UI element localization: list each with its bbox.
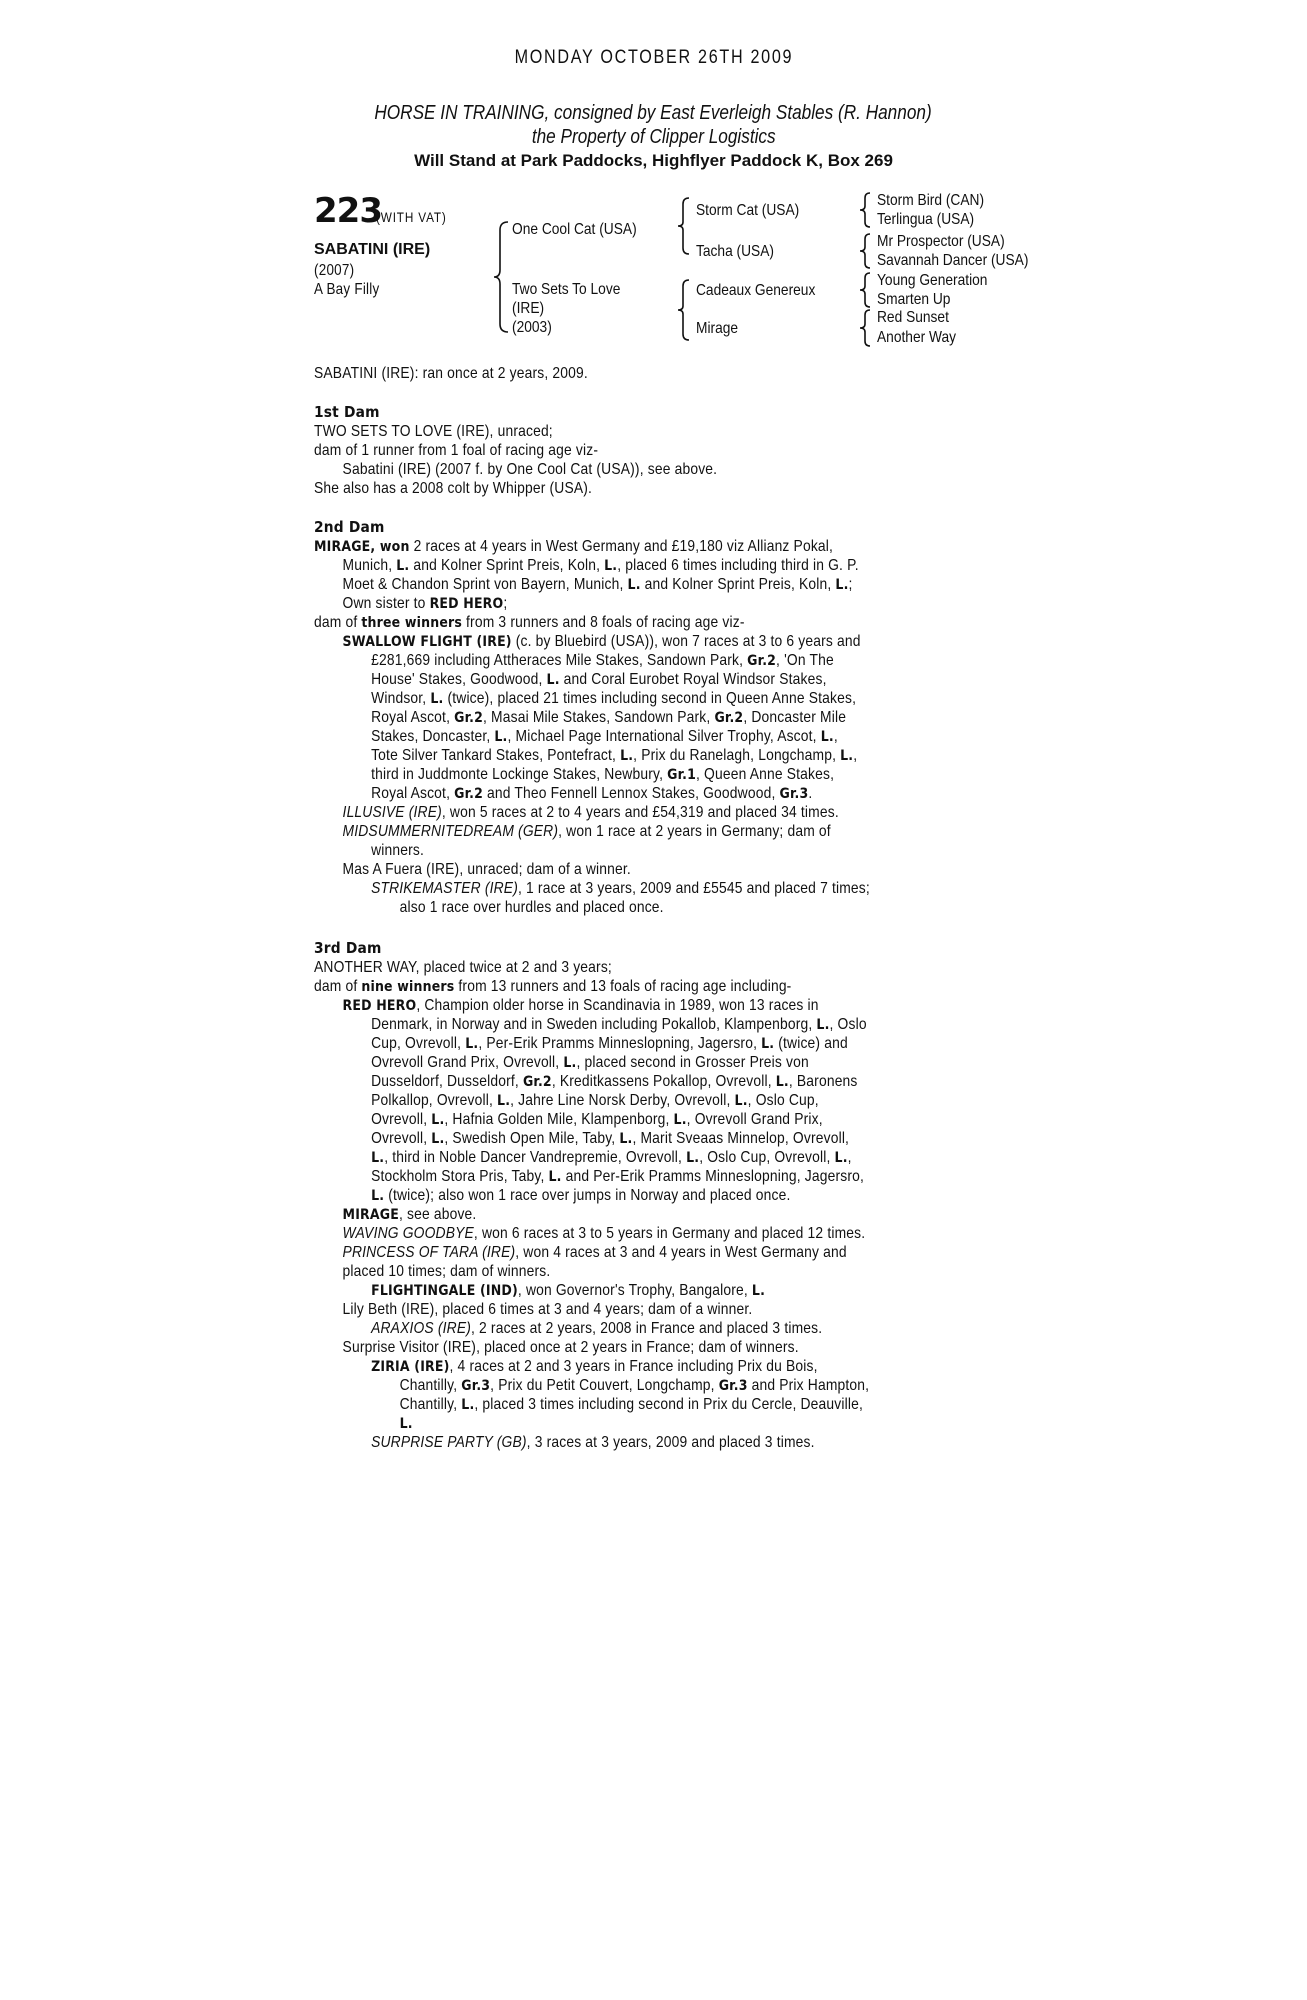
red-hero-line: Dusseldorf, Dusseldorf, Gr.2, Kreditkassens Pokallop, Ovrevoll, L., Baronens bbox=[371, 1073, 858, 1090]
pedigree-ddd: Another Way bbox=[877, 329, 957, 346]
swallow-flight-line: Stakes, Doncaster, L., Michael Page International Silver Trophy, Ascot, L., bbox=[371, 728, 838, 745]
swallow-flight-line: Royal Ascot, Gr.2, Masai Mile Stakes, Sandown Park, Gr.2, Doncaster Mile bbox=[371, 709, 847, 726]
princess-of-tara-line: placed 10 times; dam of winners. bbox=[342, 1263, 551, 1280]
catalogue-body bbox=[314, 364, 1014, 1452]
red-hero-line: Denmark, in Norway and in Sweden including Pokallob, Klampenborg, L., Oslo bbox=[371, 1016, 867, 1033]
surprise-visitor-line: Surprise Visitor (IRE), placed once at 2 years in France; dam of winners. bbox=[342, 1339, 799, 1356]
pedigree-sss: Storm Bird (CAN) bbox=[877, 192, 985, 209]
red-hero-line: Ovrevoll Grand Prix, Ovrevoll, L., placed second in Grosser Preis von bbox=[371, 1054, 809, 1071]
pedigree-dsd: Smarten Up bbox=[877, 291, 951, 308]
foaling-year: (2007) bbox=[314, 262, 355, 279]
sale-date: MONDAY OCTOBER 26TH 2009 bbox=[514, 47, 793, 68]
first-dam-heading: 1st Dam bbox=[314, 403, 380, 421]
pedigree-dam-line3: (2003) bbox=[512, 319, 552, 336]
swallow-flight-line: SWALLOW FLIGHT (IRE) (c. by Bluebird (USA)), won 7 races at 3 to 6 years and bbox=[342, 633, 861, 650]
swallow-flight-line: third in Juddmonte Lockinge Stakes, Newbury, Gr.1, Queen Anne Stakes, bbox=[371, 766, 835, 783]
pedigree-dam-line2: (IRE) bbox=[512, 300, 545, 317]
first-dam-line: dam of 1 runner from 1 foal of racing age viz- bbox=[314, 442, 599, 459]
princess-of-tara-line: PRINCESS OF TARA (IRE), won 4 races at 3 and 4 years in West Germany and bbox=[342, 1244, 847, 1261]
red-hero-line: Ovrevoll, L., Hafnia Golden Mile, Klampenborg, L., Ovrevoll Grand Prix, bbox=[371, 1111, 823, 1128]
swallow-flight-line: Royal Ascot, Gr.2 and Theo Fennell Lennox Stakes, Goodwood, Gr.3. bbox=[371, 785, 813, 802]
race-summary: SABATINI (IRE): ran once at 2 years, 2009. bbox=[314, 365, 588, 382]
third-dam-line: ANOTHER WAY, placed twice at 2 and 3 years; bbox=[314, 959, 612, 976]
waving-goodbye-line: WAVING GOODBYE, won 6 races at 3 to 5 years in Germany and placed 12 times. bbox=[342, 1225, 866, 1242]
first-dam-line: Sabatini (IRE) (2007 f. by One Cool Cat (USA)), see above. bbox=[342, 461, 718, 478]
pedigree-bracket-sire bbox=[677, 198, 693, 254]
second-dam-line: Own sister to RED HERO; bbox=[342, 595, 508, 612]
strikemaster-line: STRIKEMASTER (IRE), 1 race at 3 years, 2009 and £5545 and placed 7 times; bbox=[371, 880, 870, 897]
pedigree-bracket-dd bbox=[858, 310, 874, 346]
stand-line: Will Stand at Park Paddocks, Highflyer Paddock K, Box 269 bbox=[414, 151, 893, 170]
red-hero-line: L. (twice); also won 1 race over jumps in Norway and placed once. bbox=[371, 1187, 791, 1204]
pedigree-bracket-ss bbox=[858, 193, 874, 227]
surprise-party-line: SURPRISE PARTY (GB), 3 races at 3 years, 2009 and placed 3 times. bbox=[371, 1434, 815, 1451]
pedigree-ssd: Terlingua (USA) bbox=[877, 211, 975, 228]
ziria-line: L. bbox=[399, 1416, 413, 1432]
pedigree-bracket-ds bbox=[858, 273, 874, 307]
flightingale-line: FLIGHTINGALE (IND), won Governor's Trophy, Bangalore, L. bbox=[371, 1282, 766, 1299]
lot-number: 223 bbox=[314, 191, 382, 231]
second-dam-line: dam of three winners from 3 runners and 8 foals of racing age viz- bbox=[314, 614, 745, 631]
pedigree-bracket-main bbox=[494, 222, 514, 332]
second-dam-line: Munich, L. and Kolner Sprint Preis, Koln, L., placed 6 times including third in G. P. bbox=[342, 557, 859, 574]
ziria-line: Chantilly, L., placed 3 times including second in Prix du Cercle, Deauville, bbox=[399, 1396, 864, 1413]
pedigree-dss: Young Generation bbox=[877, 272, 988, 289]
red-hero-line: Ovrevoll, L., Swedish Open Mile, Taby, L., Marit Sveaas Minnelop, Ovrevoll, bbox=[371, 1130, 850, 1147]
pedigree-dam-dam: Mirage bbox=[696, 320, 739, 337]
pedigree-dam-sire: Cadeaux Genereux bbox=[696, 282, 816, 299]
pedigree-dam-line1: Two Sets To Love bbox=[512, 281, 621, 298]
midsummer-line: winners. bbox=[371, 842, 425, 859]
ziria-line: ZIRIA (IRE), 4 races at 2 and 3 years in France including Prix du Bois, bbox=[371, 1358, 818, 1375]
lily-beth-line: Lily Beth (IRE), placed 6 times at 3 and 4 years; dam of a winner. bbox=[342, 1301, 753, 1318]
pedigree-sire-sire: Storm Cat (USA) bbox=[696, 202, 800, 219]
vat-label: (WITH VAT) bbox=[376, 209, 447, 225]
pedigree-sds: Mr Prospector (USA) bbox=[877, 233, 1005, 250]
second-dam-heading: 2nd Dam bbox=[314, 518, 385, 536]
strikemaster-line: also 1 race over hurdles and placed once. bbox=[399, 899, 664, 916]
illusive-line: ILLUSIVE (IRE), won 5 races at 2 to 4 years and £54,319 and placed 34 times. bbox=[342, 804, 839, 821]
midsummer-line: MIDSUMMERNITEDREAM (GER), won 1 race at 2 years in Germany; dam of bbox=[342, 823, 831, 840]
swallow-flight-line: £281,669 including Attheraces Mile Stakes, Sandown Park, Gr.2, 'On The bbox=[371, 652, 834, 669]
mas-a-fuera-line: Mas A Fuera (IRE), unraced; dam of a winner. bbox=[342, 861, 631, 878]
second-dam-line: MIRAGE, won 2 races at 4 years in West Germany and £19,180 viz Allianz Pokal, bbox=[314, 538, 834, 555]
horse-description: A Bay Filly bbox=[314, 281, 380, 298]
swallow-flight-line: House' Stakes, Goodwood, L. and Coral Eurobet Royal Windsor Stakes, bbox=[371, 671, 827, 688]
third-dam-line: dam of nine winners from 13 runners and 13 foals of racing age including- bbox=[314, 978, 792, 995]
pedigree-dds: Red Sunset bbox=[877, 309, 949, 326]
property-line: the Property of Clipper Logistics bbox=[531, 126, 776, 148]
swallow-flight-line: Windsor, L. (twice), placed 21 times including second in Queen Anne Stakes, bbox=[371, 690, 857, 707]
swallow-flight-line: Tote Silver Tankard Stakes, Pontefract, L., Prix du Ranelagh, Longchamp, L., bbox=[371, 747, 858, 764]
araxios-line: ARAXIOS (IRE), 2 races at 2 years, 2008 in France and placed 3 times. bbox=[371, 1320, 823, 1337]
red-hero-line: Stockholm Stora Pris, Taby, L. and Per-Erik Pramms Minneslopning, Jagersro, bbox=[371, 1168, 864, 1185]
pedigree-bracket-sd bbox=[858, 234, 874, 268]
ziria-line: Chantilly, Gr.3, Prix du Petit Couvert, Longchamp, Gr.3 and Prix Hampton, bbox=[399, 1377, 870, 1394]
first-dam-line: She also has a 2008 colt by Whipper (USA). bbox=[314, 480, 593, 497]
red-hero-line: L., third in Noble Dancer Vandrepremie, Ovrevoll, L., Oslo Cup, Ovrevoll, L., bbox=[371, 1149, 852, 1166]
second-dam-line: Moet & Chandon Sprint von Bayern, Munich, L. and Kolner Sprint Preis, Koln, L.; bbox=[342, 576, 853, 593]
red-hero-line: Cup, Ovrevoll, L., Per-Erik Pramms Minneslopning, Jagersro, L. (twice) and bbox=[371, 1035, 848, 1052]
red-hero-line: Polkallop, Ovrevoll, L., Jahre Line Norsk Derby, Ovrevoll, L., Oslo Cup, bbox=[371, 1092, 819, 1109]
third-dam-heading: 3rd Dam bbox=[314, 939, 382, 957]
pedigree-bracket-dam bbox=[677, 280, 693, 340]
pedigree-sdd: Savannah Dancer (USA) bbox=[877, 252, 1029, 269]
pedigree-sire: One Cool Cat (USA) bbox=[512, 221, 637, 238]
pedigree-sire-dam: Tacha (USA) bbox=[696, 243, 775, 260]
first-dam-line: TWO SETS TO LOVE (IRE), unraced; bbox=[314, 423, 553, 440]
mirage-line: MIRAGE, see above. bbox=[342, 1206, 477, 1223]
red-hero-line: RED HERO, Champion older horse in Scandinavia in 1989, won 13 races in bbox=[342, 997, 819, 1014]
horse-name: SABATINI (IRE) bbox=[314, 241, 431, 258]
consignment-line: HORSE IN TRAINING, consigned by East Everleigh Stables (R. Hannon) bbox=[374, 102, 933, 124]
